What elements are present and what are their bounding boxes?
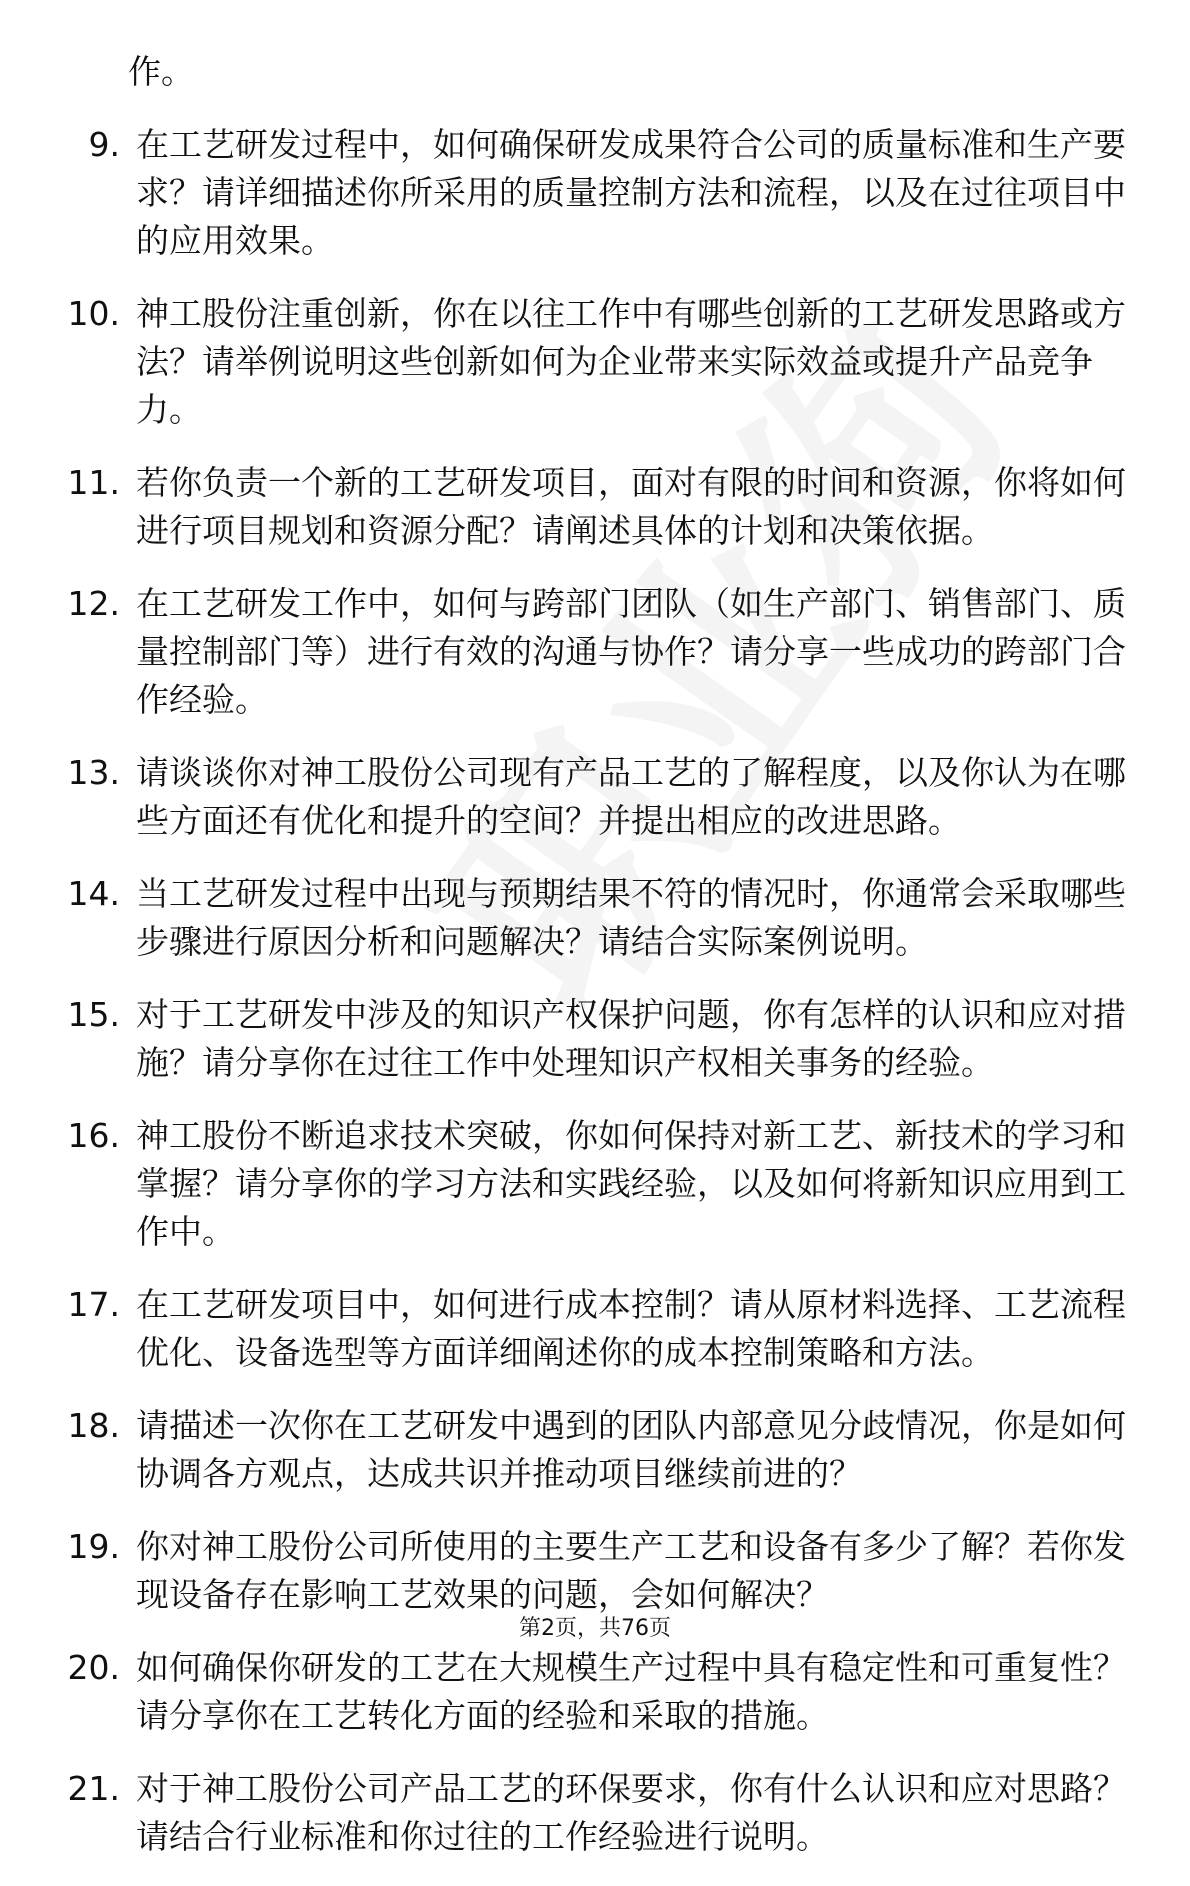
question-number: 14. bbox=[67, 874, 120, 913]
question-item bbox=[60, 870, 1130, 966]
question-text: 神工股份注重创新，你在以往工作中有哪些创新的工艺研发思路或方法？请举例说明这些创新如何为企业带来实际效益或提升产品竞争力。 bbox=[136, 294, 1126, 429]
question-text: 请谈谈你对神工股份公司现有产品工艺的了解程度，以及你认为在哪些方面还有优化和提升的空间？并提出相应的改进思路。 bbox=[136, 753, 1126, 840]
question-text: 如何确保你研发的工艺在大规模生产过程中具有稳定性和可重复性？请分享你在工艺转化方面的经验和采取的措施。 bbox=[136, 1648, 1126, 1735]
question-item bbox=[60, 459, 1130, 555]
question-item bbox=[60, 991, 1130, 1087]
question-item bbox=[60, 290, 1130, 434]
question-text: 神工股份不断追求技术突破，你如何保持对新工艺、新技术的学习和掌握？请分享你的学习方法和实践经验，以及如何将新知识应用到工作中。 bbox=[136, 1116, 1126, 1251]
question-number: 19. bbox=[67, 1527, 120, 1566]
question-text: 在工艺研发项目中，如何进行成本控制？请从原材料选择、工艺流程优化、设备选型等方面详细阐述你的成本控制策略和方法。 bbox=[136, 1285, 1126, 1372]
question-text: 在工艺研发过程中，如何确保研发成果符合公司的质量标准和生产要求？请详细描述你所采用的质量控制方法和流程，以及在过往项目中的应用效果。 bbox=[136, 125, 1126, 260]
question-item bbox=[60, 749, 1130, 845]
question-list bbox=[60, 48, 1130, 1886]
question-number: 11. bbox=[67, 463, 120, 502]
question-text: 你对神工股份公司所使用的主要生产工艺和设备有多少了解？若你发现设备存在影响工艺效果的问题，会如何解决？ bbox=[136, 1527, 1126, 1614]
question-item bbox=[60, 1281, 1130, 1377]
question-text: 请描述一次你在工艺研发中遇到的团队内部意见分歧情况，你是如何协调各方观点，达成共识并推动项目继续前进的？ bbox=[136, 1406, 1126, 1493]
question-number: 21. bbox=[67, 1769, 120, 1808]
question-number: 15. bbox=[67, 995, 120, 1034]
question-number: 13. bbox=[67, 753, 120, 792]
question-number: 12. bbox=[67, 584, 120, 623]
question-item bbox=[60, 1523, 1130, 1619]
question-item bbox=[60, 580, 1130, 724]
question-number: 18. bbox=[67, 1406, 120, 1445]
question-number: 16. bbox=[67, 1116, 120, 1155]
question-item bbox=[60, 1112, 1130, 1256]
question-item bbox=[60, 1765, 1130, 1861]
question-text: 对于神工股份公司产品工艺的环保要求，你有什么认识和应对思路？请结合行业标准和你过往的工作经验进行说明。 bbox=[136, 1769, 1126, 1856]
question-item bbox=[60, 121, 1130, 265]
question-item bbox=[60, 1644, 1130, 1740]
continued-text: 作。 bbox=[128, 52, 194, 91]
question-text: 当工艺研发过程中出现与预期结果不符的情况时，你通常会采取哪些步骤进行原因分析和问题解决？请结合实际案例说明。 bbox=[136, 874, 1126, 961]
question-number: 17. bbox=[67, 1285, 120, 1324]
page-footer: 第2页，共76页 bbox=[519, 1616, 671, 1641]
question-text: 若你负责一个新的工艺研发项目，面对有限的时间和资源，你将如何进行项目规划和资源分配？请阐述具体的计划和决策依据。 bbox=[136, 463, 1126, 550]
question-number: 10. bbox=[67, 294, 120, 333]
question-text: 对于工艺研发中涉及的知识产权保护问题，你有怎样的认识和应对措施？请分享你在过往工作中处理知识产权相关事务的经验。 bbox=[136, 995, 1126, 1082]
question-number: 9. bbox=[88, 125, 120, 164]
question-text: 在工艺研发工作中，如何与跨部门团队（如生产部门、销售部门、质量控制部门等）进行有效的沟通与协作？请分享一些成功的跨部门合作经验。 bbox=[136, 584, 1126, 719]
question-item bbox=[60, 1402, 1130, 1498]
question-number: 20. bbox=[67, 1648, 120, 1687]
